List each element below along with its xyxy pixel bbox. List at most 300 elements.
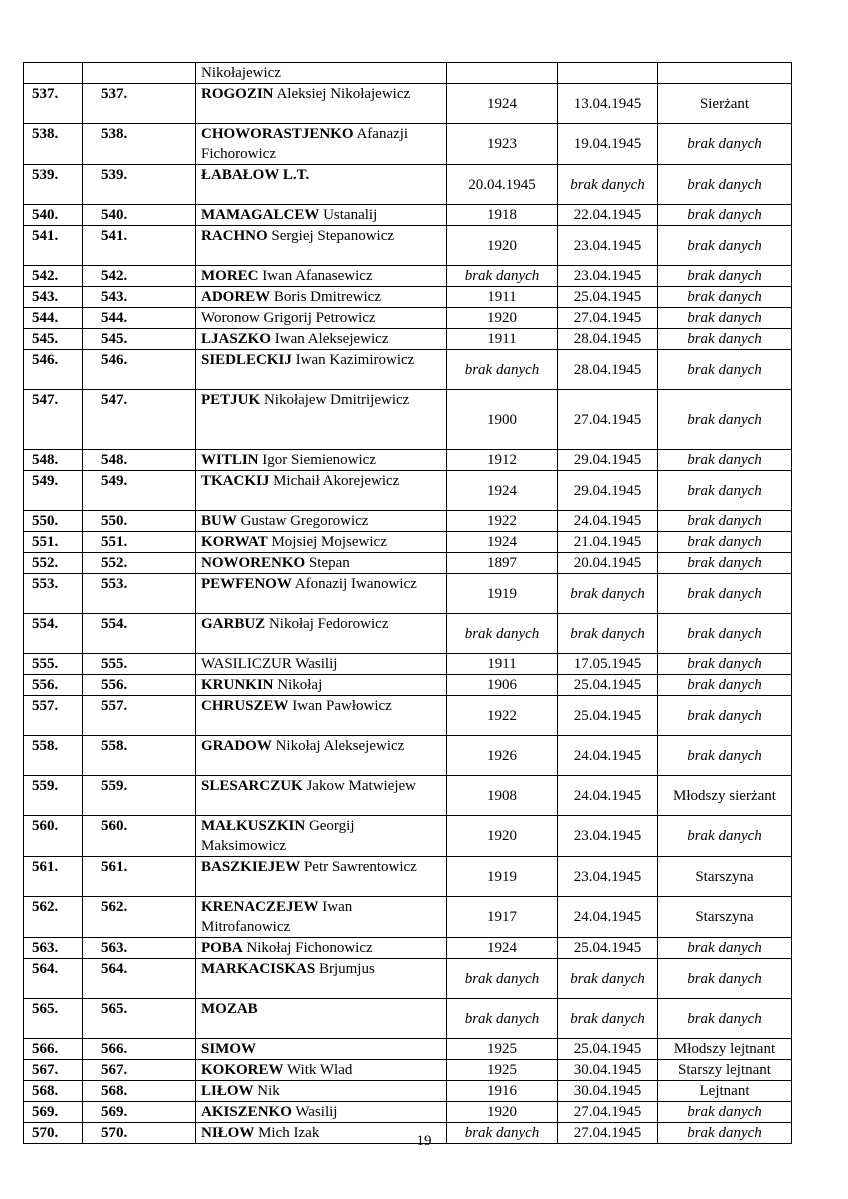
rank bbox=[658, 511, 792, 532]
death-date bbox=[558, 1039, 658, 1060]
table-row bbox=[24, 776, 792, 816]
rank bbox=[658, 63, 792, 84]
rank bbox=[658, 654, 792, 675]
name-cell bbox=[196, 938, 447, 959]
death-date bbox=[558, 938, 658, 959]
list-number bbox=[83, 329, 196, 350]
given-names: Nikołajew Dmitrijewicz bbox=[263, 392, 410, 408]
name-cell bbox=[196, 471, 447, 511]
birth-year-text: brak danych bbox=[464, 1125, 540, 1141]
entry-number bbox=[24, 1060, 83, 1081]
given-names: Boris Dmitrewicz bbox=[273, 289, 381, 305]
birth-year-text: 1906 bbox=[487, 677, 517, 693]
rank-text: brak danych bbox=[687, 176, 762, 193]
entry-number bbox=[24, 736, 83, 776]
entry-number-text: 550. bbox=[32, 513, 59, 529]
given-names: Nikołaj bbox=[277, 677, 323, 693]
rank-text: brak danych bbox=[687, 207, 762, 223]
death-date-text: 24.04.1945 bbox=[573, 787, 642, 804]
surname: POBA bbox=[201, 940, 243, 956]
rank-text: Sierżant bbox=[699, 95, 750, 112]
given-names: Igor Siemienowicz bbox=[262, 452, 376, 468]
name-cell bbox=[196, 1060, 447, 1081]
list-number bbox=[83, 897, 196, 938]
death-date bbox=[558, 816, 658, 857]
death-date-text: brak danych bbox=[570, 625, 645, 642]
entry-number bbox=[24, 266, 83, 287]
surname: GARBUZ bbox=[201, 616, 266, 632]
entry-number-text: 566. bbox=[32, 1041, 59, 1057]
entry-number bbox=[24, 329, 83, 350]
rank-text: brak danych bbox=[687, 747, 762, 764]
birth-year-text: 1924 bbox=[487, 940, 517, 956]
birth-year bbox=[447, 1102, 558, 1123]
given-names: Wasilij bbox=[295, 1104, 338, 1120]
rank-text: brak danych bbox=[687, 482, 762, 499]
rank bbox=[658, 532, 792, 553]
table-row bbox=[24, 675, 792, 696]
rank bbox=[658, 84, 792, 124]
birth-year bbox=[447, 675, 558, 696]
name-cell bbox=[196, 390, 447, 450]
death-date-text: brak danych bbox=[570, 585, 645, 602]
birth-year bbox=[447, 1081, 558, 1102]
name-cell bbox=[196, 329, 447, 350]
name-cell bbox=[196, 696, 447, 736]
death-date-text: 30.04.1945 bbox=[573, 1062, 642, 1078]
death-date bbox=[558, 1102, 658, 1123]
rank-text: brak danych bbox=[687, 237, 762, 254]
rank-text: brak danych bbox=[687, 331, 762, 347]
death-date bbox=[558, 390, 658, 450]
death-date bbox=[558, 999, 658, 1039]
surname: KORWAT bbox=[201, 534, 268, 550]
birth-year bbox=[447, 816, 558, 857]
entry-number-text: 552. bbox=[32, 555, 59, 571]
surname: PETJUK bbox=[201, 392, 261, 408]
death-date bbox=[558, 776, 658, 816]
list-number bbox=[83, 959, 196, 999]
entry-number bbox=[24, 574, 83, 614]
given-names: Nikołajewicz bbox=[201, 65, 281, 81]
death-date bbox=[558, 1060, 658, 1081]
entry-number-text: 564. bbox=[32, 961, 59, 977]
table-row bbox=[24, 614, 792, 654]
table-body bbox=[24, 63, 792, 1144]
given-names: Georgij Maksimowicz bbox=[201, 818, 355, 854]
death-date-text: 22.04.1945 bbox=[573, 207, 642, 223]
name-cell bbox=[196, 84, 447, 124]
list-number-text: 552. bbox=[101, 555, 128, 571]
list-number-text: 550. bbox=[101, 513, 128, 529]
name-cell bbox=[196, 124, 447, 165]
death-date bbox=[558, 1081, 658, 1102]
entry-number-text: 570. bbox=[32, 1125, 59, 1141]
birth-year-text: 1917 bbox=[487, 909, 517, 925]
birth-year-text: brak danych bbox=[464, 970, 540, 987]
entry-number-text: 558. bbox=[32, 738, 59, 754]
surname: ŁABAŁOW L.T. bbox=[201, 167, 310, 183]
entry-number-text: 565. bbox=[32, 1001, 59, 1017]
given-names: Witk Wlad bbox=[287, 1062, 353, 1078]
birth-year-text: brak danych bbox=[464, 1010, 540, 1027]
name-cell bbox=[196, 63, 447, 84]
entry-number bbox=[24, 654, 83, 675]
birth-year-text: 1916 bbox=[487, 1083, 517, 1099]
surname: KRENACZEJEW bbox=[201, 899, 319, 915]
table-row bbox=[24, 308, 792, 329]
given-names: Nikołaj Fichonowicz bbox=[246, 940, 373, 956]
birth-year bbox=[447, 350, 558, 390]
death-date bbox=[558, 654, 658, 675]
entry-number bbox=[24, 287, 83, 308]
rank-text: brak danych bbox=[687, 1125, 762, 1141]
death-date-text: 17.05.1945 bbox=[573, 656, 642, 672]
birth-year bbox=[447, 165, 558, 205]
birth-year bbox=[447, 390, 558, 450]
death-date bbox=[558, 226, 658, 266]
rank bbox=[658, 1081, 792, 1102]
surname: WITLIN bbox=[201, 452, 259, 468]
death-date bbox=[558, 511, 658, 532]
surname: NOWORENKO bbox=[201, 555, 306, 571]
birth-year-text: 1925 bbox=[487, 1062, 517, 1078]
list-number bbox=[83, 266, 196, 287]
given-names: Woronow Grigorij Petrowicz bbox=[201, 310, 376, 326]
death-date-text: 23.04.1945 bbox=[573, 828, 642, 844]
entry-number-text: 541. bbox=[32, 228, 59, 244]
death-date-text: brak danych bbox=[570, 1010, 645, 1027]
list-number bbox=[83, 736, 196, 776]
name-cell bbox=[196, 857, 447, 897]
death-date bbox=[558, 329, 658, 350]
list-number-text: 538. bbox=[101, 126, 128, 142]
death-date bbox=[558, 287, 658, 308]
birth-year-text: 1897 bbox=[487, 555, 517, 571]
entry-number-text: 546. bbox=[32, 352, 59, 368]
rank-text: Lejtnant bbox=[699, 1083, 750, 1099]
entry-number bbox=[24, 857, 83, 897]
list-number-text: 565. bbox=[101, 1001, 128, 1017]
name-cell bbox=[196, 1039, 447, 1060]
rank bbox=[658, 350, 792, 390]
rank bbox=[658, 308, 792, 329]
name-cell bbox=[196, 574, 447, 614]
birth-year bbox=[447, 897, 558, 938]
rank bbox=[658, 226, 792, 266]
given-names: Gustaw Gregorowicz bbox=[240, 513, 369, 529]
birth-year bbox=[447, 999, 558, 1039]
birth-year-text: 1920 bbox=[487, 828, 517, 844]
entry-number bbox=[24, 1039, 83, 1060]
table-row bbox=[24, 1060, 792, 1081]
entry-number bbox=[24, 450, 83, 471]
rank bbox=[658, 553, 792, 574]
list-number bbox=[83, 696, 196, 736]
entry-number-text: 567. bbox=[32, 1062, 59, 1078]
given-names: Jakow Matwiejew bbox=[306, 778, 417, 794]
surname: MAMAGALCEW bbox=[201, 207, 320, 223]
table-row bbox=[24, 736, 792, 776]
birth-year-text: 1911 bbox=[487, 656, 517, 672]
entry-number-text: 539. bbox=[32, 167, 59, 183]
list-number-text: 568. bbox=[101, 1083, 128, 1099]
list-number bbox=[83, 308, 196, 329]
birth-year bbox=[447, 1060, 558, 1081]
name-cell bbox=[196, 1081, 447, 1102]
entry-number-text: 540. bbox=[32, 207, 59, 223]
name-cell bbox=[196, 553, 447, 574]
entry-number-text: 542. bbox=[32, 268, 59, 284]
list-number bbox=[83, 574, 196, 614]
surname: RACHNO bbox=[201, 228, 268, 244]
given-names: Afonazij Iwanowicz bbox=[294, 576, 417, 592]
rank-text: brak danych bbox=[687, 656, 762, 672]
given-names: Nik bbox=[257, 1083, 280, 1099]
entry-number bbox=[24, 959, 83, 999]
table-row bbox=[24, 205, 792, 226]
name-cell bbox=[196, 511, 447, 532]
list-number-text: 557. bbox=[101, 698, 128, 714]
list-number bbox=[83, 776, 196, 816]
name-cell bbox=[196, 1102, 447, 1123]
name-cell bbox=[196, 205, 447, 226]
surname: KRUNKIN bbox=[201, 677, 274, 693]
rank-text: brak danych bbox=[687, 1010, 762, 1027]
surname: LJASZKO bbox=[201, 331, 272, 347]
rank-text: brak danych bbox=[687, 534, 762, 550]
birth-year bbox=[447, 776, 558, 816]
rank bbox=[658, 165, 792, 205]
list-number-text: 562. bbox=[101, 899, 128, 915]
given-names: Nikołaj Fedorowicz bbox=[268, 616, 389, 632]
list-number bbox=[83, 350, 196, 390]
death-date bbox=[558, 574, 658, 614]
death-date-text: brak danych bbox=[570, 970, 645, 987]
birth-year bbox=[447, 471, 558, 511]
entry-number-text: 559. bbox=[32, 778, 59, 794]
table-row bbox=[24, 1081, 792, 1102]
birth-year bbox=[447, 450, 558, 471]
birth-year bbox=[447, 736, 558, 776]
given-names: Petr Sawrentowicz bbox=[303, 859, 417, 875]
surname: TKACKIJ bbox=[201, 473, 270, 489]
name-cell bbox=[196, 308, 447, 329]
rank bbox=[658, 390, 792, 450]
table-row bbox=[24, 938, 792, 959]
entry-number bbox=[24, 84, 83, 124]
table-row bbox=[24, 1102, 792, 1123]
birth-year bbox=[447, 124, 558, 165]
list-number bbox=[83, 999, 196, 1039]
birth-year bbox=[447, 614, 558, 654]
surname: CHRUSZEW bbox=[201, 698, 289, 714]
death-date-text: 24.04.1945 bbox=[573, 747, 642, 764]
birth-year-text: 1924 bbox=[487, 534, 517, 550]
name-cell bbox=[196, 350, 447, 390]
table-row bbox=[24, 857, 792, 897]
given-names: Iwan Pawłowicz bbox=[292, 698, 392, 714]
rank-text: Starszy lejtnant bbox=[678, 1062, 771, 1078]
birth-year bbox=[447, 511, 558, 532]
entry-number-text: 545. bbox=[32, 331, 59, 347]
name-cell bbox=[196, 226, 447, 266]
entry-number-text: 560. bbox=[32, 818, 59, 834]
death-date-text: 21.04.1945 bbox=[573, 534, 642, 550]
death-date-text: 28.04.1945 bbox=[573, 331, 642, 347]
birth-year bbox=[447, 553, 558, 574]
entry-number bbox=[24, 999, 83, 1039]
entry-number bbox=[24, 350, 83, 390]
list-number-text: 543. bbox=[101, 289, 128, 305]
list-number bbox=[83, 84, 196, 124]
rank bbox=[658, 1060, 792, 1081]
surname: BASZKIEJEW bbox=[201, 859, 301, 875]
given-names: Mojsiej Mojsewicz bbox=[271, 534, 387, 550]
rank bbox=[658, 816, 792, 857]
entry-number-text: 549. bbox=[32, 473, 59, 489]
birth-year bbox=[447, 63, 558, 84]
birth-year bbox=[447, 574, 558, 614]
birth-year-text: 1924 bbox=[487, 482, 517, 499]
table-row bbox=[24, 165, 792, 205]
list-number-text: 551. bbox=[101, 534, 128, 550]
birth-year bbox=[447, 84, 558, 124]
name-cell bbox=[196, 999, 447, 1039]
list-number-text: 567. bbox=[101, 1062, 128, 1078]
death-date bbox=[558, 350, 658, 390]
birth-year bbox=[447, 532, 558, 553]
list-number-text: 558. bbox=[101, 738, 128, 754]
death-date-text: 23.04.1945 bbox=[573, 868, 642, 885]
name-cell bbox=[196, 266, 447, 287]
rank-text: brak danych bbox=[687, 136, 762, 152]
death-date bbox=[558, 553, 658, 574]
list-number bbox=[83, 614, 196, 654]
list-number bbox=[83, 1060, 196, 1081]
entry-number bbox=[24, 390, 83, 450]
entry-number bbox=[24, 226, 83, 266]
list-number bbox=[83, 226, 196, 266]
death-date bbox=[558, 450, 658, 471]
surname: SLESARCZUK bbox=[201, 778, 303, 794]
death-date bbox=[558, 675, 658, 696]
surname: KOKOREW bbox=[201, 1062, 284, 1078]
entry-number bbox=[24, 897, 83, 938]
birth-year-text: 1919 bbox=[487, 585, 517, 602]
birth-year-text: brak danych bbox=[464, 268, 540, 284]
death-date bbox=[558, 63, 658, 84]
list-number bbox=[83, 1039, 196, 1060]
birth-year bbox=[447, 1039, 558, 1060]
birth-year-text: 1908 bbox=[487, 787, 517, 804]
surname: GRADOW bbox=[201, 738, 272, 754]
entry-number bbox=[24, 776, 83, 816]
rank bbox=[658, 696, 792, 736]
entry-number bbox=[24, 471, 83, 511]
table-row bbox=[24, 329, 792, 350]
birth-year bbox=[447, 696, 558, 736]
entry-number-text: 563. bbox=[32, 940, 59, 956]
given-names: Afanazji Fichorowicz bbox=[201, 126, 409, 162]
birth-year-text: 1900 bbox=[487, 411, 517, 428]
rank bbox=[658, 287, 792, 308]
death-date-text: 27.04.1945 bbox=[573, 411, 642, 428]
death-date-text: 28.04.1945 bbox=[573, 361, 642, 378]
list-number-text: 548. bbox=[101, 452, 128, 468]
list-number bbox=[83, 654, 196, 675]
entry-number-text: 562. bbox=[32, 899, 59, 915]
entry-number-text: 548. bbox=[32, 452, 59, 468]
death-date bbox=[558, 959, 658, 999]
death-date bbox=[558, 736, 658, 776]
entry-number bbox=[24, 205, 83, 226]
page-number: 19 bbox=[416, 1133, 432, 1149]
death-date-text: 25.04.1945 bbox=[573, 1041, 642, 1057]
list-number-text: 547. bbox=[101, 392, 128, 408]
surname: NIŁOW bbox=[201, 1125, 255, 1141]
entry-number-text: 547. bbox=[32, 392, 59, 408]
table-row bbox=[24, 696, 792, 736]
table-row bbox=[24, 471, 792, 511]
entry-number-text: 543. bbox=[32, 289, 59, 305]
death-date bbox=[558, 897, 658, 938]
surname: SIEDLECKIJ bbox=[201, 352, 292, 368]
surname: MOREC bbox=[201, 268, 259, 284]
given-names: WASILICZUR Wasilij bbox=[201, 656, 338, 672]
table-row bbox=[24, 84, 792, 124]
rank bbox=[658, 897, 792, 938]
list-number bbox=[83, 857, 196, 897]
birth-year-text: 1911 bbox=[487, 331, 517, 347]
death-date bbox=[558, 471, 658, 511]
entry-number-text: 568. bbox=[32, 1083, 59, 1099]
rank-text: brak danych bbox=[687, 625, 762, 642]
list-number-text: 542. bbox=[101, 268, 128, 284]
list-number bbox=[83, 1102, 196, 1123]
surname: BUW bbox=[201, 513, 237, 529]
rank-text: brak danych bbox=[687, 268, 762, 284]
death-date-text: 27.04.1945 bbox=[573, 1104, 642, 1120]
list-number-text: 569. bbox=[101, 1104, 128, 1120]
birth-year-text: 20.04.1945 bbox=[468, 176, 536, 193]
name-cell bbox=[196, 165, 447, 205]
name-cell bbox=[196, 654, 447, 675]
given-names: Michaił Akorejewicz bbox=[273, 473, 400, 489]
rank-text: brak danych bbox=[687, 677, 762, 693]
birth-year-text: 1911 bbox=[487, 289, 517, 305]
list-number-text: 545. bbox=[101, 331, 128, 347]
death-date-text: 20.04.1945 bbox=[573, 555, 642, 571]
list-number bbox=[83, 471, 196, 511]
death-date-text: 23.04.1945 bbox=[573, 268, 642, 284]
list-number-text: 541. bbox=[101, 228, 128, 244]
surname: ROGOZIN bbox=[201, 86, 274, 102]
given-names: Ustanalij bbox=[323, 207, 378, 223]
list-number bbox=[83, 165, 196, 205]
table-row bbox=[24, 553, 792, 574]
list-number-text: 564. bbox=[101, 961, 128, 977]
death-date bbox=[558, 266, 658, 287]
list-number-text: 546. bbox=[101, 352, 128, 368]
rank-text: brak danych bbox=[687, 452, 762, 468]
death-date-text: brak danych bbox=[570, 176, 645, 193]
entry-number bbox=[24, 511, 83, 532]
death-date-text: 27.04.1945 bbox=[573, 310, 642, 326]
death-date-text: 27.04.1945 bbox=[573, 1125, 642, 1141]
death-date-text: 24.04.1945 bbox=[573, 909, 642, 925]
rank-text: brak danych bbox=[687, 1104, 762, 1120]
